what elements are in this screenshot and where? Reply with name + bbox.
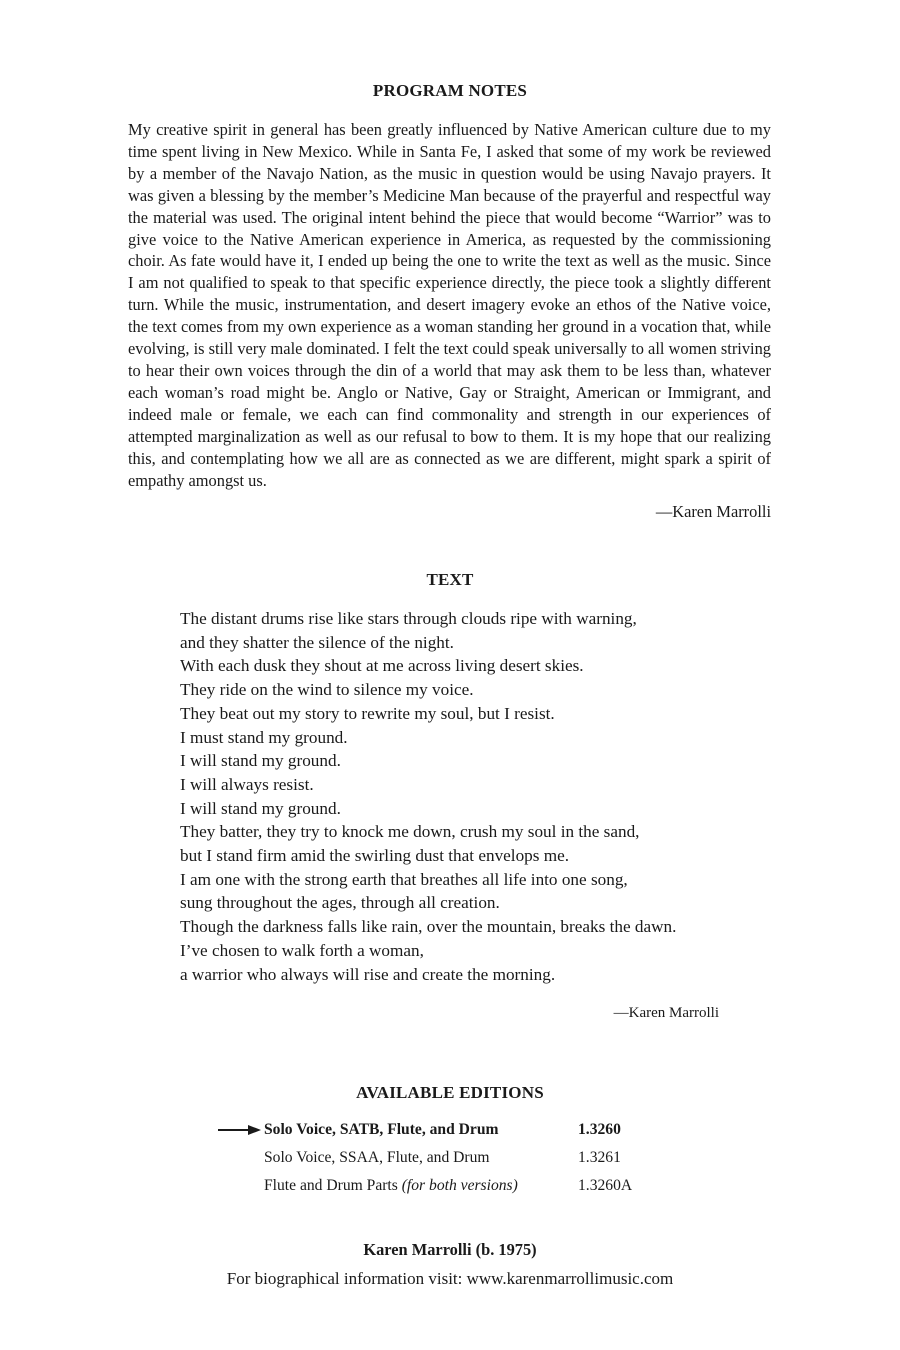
edition-title-wrap [264, 1174, 518, 1198]
poem-line: I’ve chosen to walk forth a woman, [180, 940, 424, 960]
available-editions-heading: AVAILABLE EDITIONS [356, 1083, 544, 1102]
program-notes-signature: —Karen Marrolli [655, 502, 771, 521]
composer-name: Karen Marrolli (b. 1975) [363, 1240, 537, 1259]
poem-line: and they shatter the silence of the night. [180, 632, 454, 652]
poem-line: sung throughout the ages, through all creation. [180, 893, 500, 913]
edition-title-note: (for both versions) [401, 1177, 518, 1194]
poem-line: I will always resist. [180, 774, 314, 794]
poem-line: I will stand my ground. [180, 798, 341, 818]
poem-line: I must stand my ground. [180, 727, 348, 747]
poem-line: I am one with the strong earth that breathes all life into one song, [180, 869, 628, 889]
edition-row-parts [218, 1174, 678, 1202]
edition-code: 1.3260 [578, 1121, 621, 1138]
poem-line: a warrior who always will rise and create the morning. [180, 964, 556, 984]
poem-line: They ride on the wind to silence my voice. [180, 680, 474, 700]
edition-code: 1.3261 [578, 1149, 621, 1166]
edition-title: Solo Voice, SATB, Flute, and Drum [264, 1121, 499, 1138]
edition-title: Solo Voice, SSAA, Flute, and Drum [264, 1149, 490, 1166]
text-heading: TEXT [426, 570, 474, 589]
edition-row-satb [218, 1118, 678, 1146]
edition-code: 1.3260A [578, 1177, 633, 1194]
poem-text [180, 607, 740, 986]
poem-line: They batter, they try to knock me down, crush my soul in the sand, [180, 822, 640, 842]
edition-row-ssaa [218, 1146, 678, 1174]
poem-line: With each dusk they shout at me across living desert skies. [180, 656, 584, 676]
poem-line: but I stand firm amid the swirling dust that envelops me. [180, 846, 570, 866]
program-notes-body: My creative spirit in general has been greatly influenced by Native American culture due to my time spent living in New Mexico. While in Santa Fe, I asked that some of my work be reviewed by a member of the Navajo Nation, as the music in question would be using Navajo prayers. It was given a blessing by the member’s Medicine Man because of the prayerful and respectful way the material was used. The original intent behind the piece that would become “Warrior” was to give voice to the Native American experience in America, as requested by the commissioning choir. As fate would have it, I ended up being the one to write the text as well as the music. Since I am not qualified to speak to that specific experience directly, the piece took a slightly different turn. While the music, instrumentation, and desert imagery evoke an ethos of the Native voice, the text comes from my own experience as a woman standing her ground in a vocation that, while evolving, is still very male dominated. I felt the text could speak universally to all women striving to hear their own voices through the din of a world that may ask them to be less than, whatever each woman’s road might be. Anglo or Native, Gay or Straight, American or Immigrant, and indeed male or female, we each can find commonality and strength in our experiences of attempted marginalization as well as our refusal to bow to them. It is my hope that our realizing this, and contemplating how we all are as connected as we are different, might spark a spirit of empathy amongst us. [128, 120, 771, 490]
poem-line: The distant drums rise like stars through clouds ripe with warning, [180, 609, 637, 628]
edition-title: Flute and Drum Parts [264, 1177, 402, 1194]
composer-bio-link: For biographical information visit: www.karenmarrollimusic.com [226, 1269, 674, 1288]
poem-line: Though the darkness falls like rain, over the mountain, breaks the dawn. [180, 917, 677, 937]
poem-line: They beat out my story to rewrite my soul, but I resist. [180, 703, 555, 723]
poem-signature: —Karen Marrolli [613, 1005, 719, 1021]
poem-line: I will stand my ground. [180, 751, 341, 771]
arrow-right-icon [218, 1124, 262, 1136]
editions-list [218, 1118, 678, 1202]
program-notes-heading: PROGRAM NOTES [372, 81, 528, 100]
